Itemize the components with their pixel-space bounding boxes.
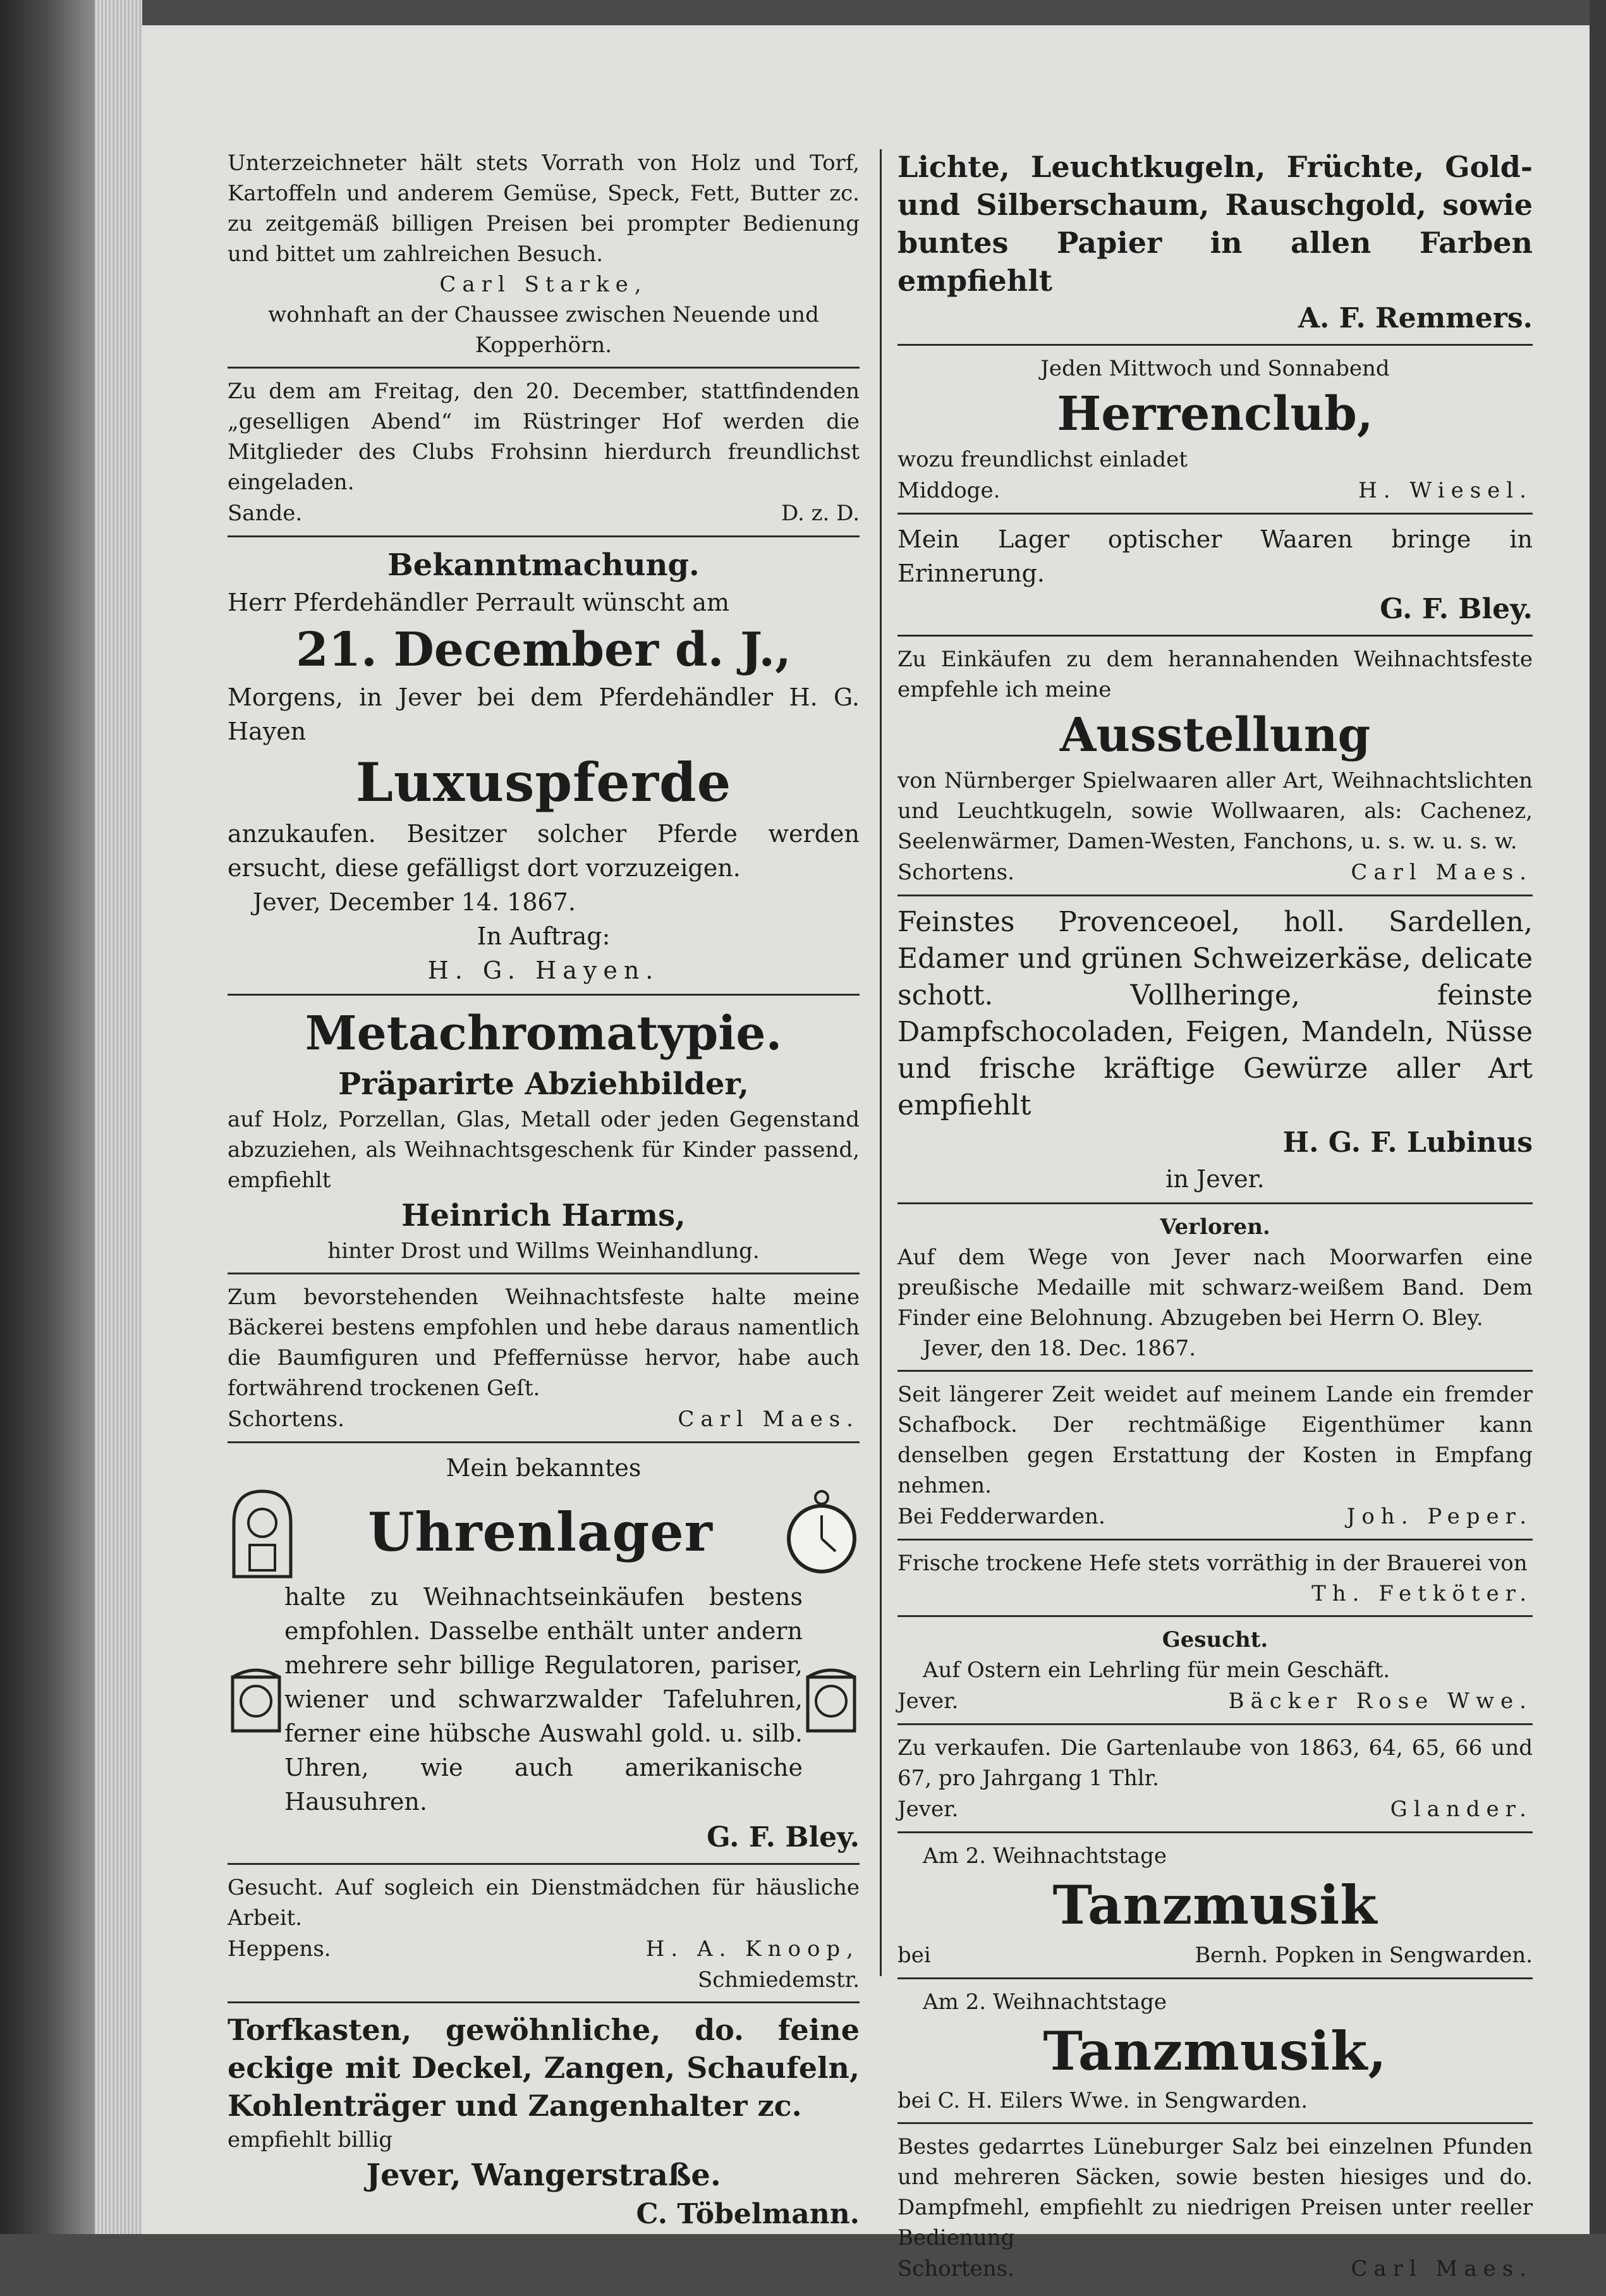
book-binding [0,0,95,2234]
ad-text: Auf dem Wege von Jever nach Moorwarfen eine preußische Medaille mit schwarz-weißem Band. Dem Finder eine Belohnung. Abzugeben bei Herrn O. Bley. [897,1245,1533,1331]
ad-place: Schortens. [228,1407,344,1432]
ad-signature: Joh. Peper. [1346,1504,1533,1529]
ad-signature: Carl Maes. [1351,2256,1533,2281]
ad-text: Zum bevorstehenden Weihnachtsfeste halte meine Bäckerei bestens empfohlen und hebe daraus namentlich die Baumfiguren und Pfeffernüsse hervor, habe auch fortwährend trockenen Geſt. [228,1285,860,1401]
ad-display-headline: Uhrenlager [368,1501,713,1563]
ad-title: Gesucht. [1162,1627,1268,1652]
ad-footer [228,498,860,529]
page-edges [95,0,142,2234]
ad-address: hinter Drost und Willms Weinhandlung. [327,1238,760,1264]
ad-intro: Jeden Mittwoch und Sonnabend [1040,356,1390,381]
ad-place: Jever, December 14. 1867. [253,888,576,916]
ad-address: wohnhaft an der Chaussee zwischen Neuende und Kopperhörn. [268,302,819,358]
ad-text: Torfkasten, gewöhnliche, do. feine eckige mit Deckel, Zangen, Schaufeln, Kohlenträger und Zangenhalter zc. [228,2013,860,2123]
ad-tanzmusik-popken [897,1838,1533,1979]
ad-title: Verloren. [1160,1214,1270,1240]
ad-intro: Mein bekanntes [446,1454,642,1482]
ad-display-headline: Metachromatypie. [305,1006,782,1061]
ad-remmers [897,145,1533,346]
ad-date: Jever, den 18. Dec. 1867. [923,1336,1196,1361]
ad-place: Schortens. [897,860,1014,885]
ad-text: Zu dem am Freitag, den 20. December, stattfindenden „geselligen Abend“ im Rüstringer Hof werden die Mitglieder des Clubs Frohsinn hierdurch freundlichst eingeladen. [228,379,860,495]
ad-small: empfiehlt billig [228,2127,393,2152]
ad-text: Seit längerer Zeit weidet auf meinem Lande ein fremder Schafbock. Der rechtmäßige Eigenthümer kann denselben gegen Erstattung der Kosten in Empfang nehmen. [897,1382,1533,1498]
ad-signature: D. z. D. [781,501,860,526]
ad-text: Herr Pferdehändler Perrault wünscht am [228,589,730,616]
ad-display-headline: Luxuspferde [355,751,732,814]
ad-place: Bei Fedderwarden. [897,1504,1105,1529]
ad-optik [897,520,1533,637]
ad-display-headline: Tanzmusik [1052,1874,1378,1936]
ad-place: Jever. [897,1688,959,1714]
scan-border [1590,0,1606,2234]
ad-dienstmaedchen [228,1870,860,2003]
ad-text: Morgens, in Jever bei dem Pferdehändler H. G. Hayen [228,683,860,745]
ad-footer [897,475,1533,506]
ad-text: Mein Lager optischer Waaren bringe in Erinnerung. [897,525,1533,587]
ad-signature: Th. Fetköter. [1311,1581,1533,1606]
ad-geselliger-abend [228,374,860,537]
ad-signature: H. A. Knoop, [645,1936,860,1962]
ad-bekanntmachung [228,542,860,996]
pocket-watch-icon [784,1485,860,1580]
ad-footer [897,1793,1533,1825]
ad-signature: C. Töbelmann. [636,2198,860,2230]
ad-display-headline: Herrenclub, [1057,387,1373,441]
ad-herrenclub [897,351,1533,515]
ad-baeckerei [228,1279,860,1443]
ad-text: Zu verkaufen. Die Gartenlaube von 1863, 64, 65, 66 und 67, pro Jahrgang 1 Thlr. [897,1735,1533,1791]
ad-signature: Bäcker Rose Wwe. [1228,1688,1533,1714]
ad-footer [228,1933,860,1965]
right-column [897,145,1533,2296]
ad-verloren [897,1209,1533,1372]
ad-place: Jever, Wangerstraße. [366,2158,721,2193]
ad-date: 21. December d. J., [296,623,791,677]
ad-tanzmusik-eilers [897,1984,1533,2124]
ad-signature: Glander. [1390,1797,1533,1822]
ad-signature: Carl Maes. [678,1407,860,1432]
ad-text: halte zu Weihnachtseinkäufen bestens empfohlen. Dasselbe enthält unter andern mehrere sehr billige Regulatoren, pariser, wiener und schwarzwalder Tafeluhren, ferner eine hübsche Auswahl gold. u. silb. Uhren, wie auch amerikanische Hausuhren. [284,1583,803,1816]
ad-display-headline: Tanzmusik, [1043,2020,1387,2082]
ad-lubinus [897,901,1533,1204]
ad-footer [897,2253,1533,2285]
ad-text: Gesucht. Auf sogleich ein Dienstmädchen für häusliche Arbeit. [228,1875,860,1931]
ad-footer [897,857,1533,888]
ad-footer [228,1403,860,1435]
ad-place: Middoge. [897,478,1001,503]
ad-signature: H. Wiesel. [1358,478,1533,503]
ad-place: in Jever. [1165,1165,1265,1193]
ad-clock-row [228,1485,860,1580]
ad-text: Auf Ostern ein Lehrling für mein Geschäft. [923,1658,1390,1683]
ad-signature: Carl Maes. [1351,860,1533,885]
ad-toebelmann [228,2008,860,2240]
ad-footer [897,1685,1533,1717]
ad-text: von Nürnberger Spielwaaren aller Art, Weihnachtslichten und Leuchtkugeln, sowie Wollwaaren, als: Cachenez, Seelenwärmer, Damen-Westen, Fanchons, u. s. w. u. s. w. [897,768,1533,854]
ad-signature: Heinrich Harms, [401,1198,686,1233]
ad-starke [228,145,860,369]
ad-uhrenlager [228,1448,860,1865]
ad-signature: H. G. F. Lubinus [1282,1127,1533,1159]
ad-hefe [897,1546,1533,1617]
ad-title: Bekanntmachung. [387,547,700,583]
ad-footer [897,1501,1533,1532]
ad-signature: H. G. Hayen. [427,956,660,984]
table-clock-icon [803,1664,860,1734]
ad-host: Bernh. Popken in Sengwarden. [1195,1943,1533,1968]
ad-intro: Am 2. Weihnachtstage [923,1989,1167,2015]
mantel-clock-icon [228,1485,297,1580]
ad-text: Bestes gedarrtes Lüneburger Salz bei einzelnen Pfunden und mehreren Säcken, sowie besten hiesiges und do. Dampfmehl, empfiehlt zu niedrigen Preisen unter reeller Bedienung [897,2134,1533,2250]
ad-gartenlaube [897,1730,1533,1833]
ad-footer [897,1939,1533,1971]
ad-display-headline: Ausstellung [1059,708,1371,762]
ad-schafbock [897,1377,1533,1541]
table-clock-icon [228,1664,284,1734]
ad-text: anzukaufen. Besitzer solcher Pferde werden ersucht, diese gefälligst dort vorzuzeigen. [228,820,860,882]
ad-job: Schmiedemstr. [697,1967,860,1993]
ad-auftrag: In Auftrag: [477,922,611,950]
ad-place: Jever. [897,1797,959,1822]
column-divider [880,149,882,1976]
left-column [228,145,860,2245]
ad-text: Frische trockene Hefe stets vorräthig in der Brauerei von [897,1551,1528,1576]
ad-signature: A. F. Remmers. [1298,302,1533,334]
ad-place: Heppens. [228,1936,331,1962]
ad-intro: Zu Einkäufen zu dem herannahenden Weihnachtsfeste empfehle ich meine [897,647,1533,702]
ad-signature: Carl Starke, [439,272,648,297]
ad-place: Sande. [228,501,303,526]
ad-text: Feinstes Provenceoel, holl. Sardellen, Edamer und grünen Schweizerkäse, delicate schott. Vollheringe, feinste Dampfschocoladen, Feigen, Mandeln, Nüsse und frische kräftige Gewürze aller Art empfiehlt [897,906,1533,1121]
ad-body-row [228,1580,860,1819]
ad-ausstellung [897,642,1533,896]
ad-host: bei C. H. Eilers Wwe. in Sengwarden. [897,2088,1308,2113]
ad-intro: Am 2. Weihnachtstage [923,1843,1167,1869]
ad-text: Unterzeichneter hält stets Vorrath von Holz und Torf, Kartoffeln und anderem Gemüse, Speck, Fett, Butter zc. zu zeitgemäß billigen Preisen bei prompter Bedienung und bittet um zahlreichen Besuch. [228,150,860,267]
ad-text: wozu freundlichst einladet [897,447,1188,472]
ad-text: auf Holz, Porzellan, Glas, Metall oder jeden Gegenstand abzuziehen, als Weihnachtsgeschenk für Kinder passend, empfiehlt [228,1107,860,1193]
ad-subtitle: Präparirte Abziehbilder, [338,1066,749,1102]
ad-bei: bei [897,1943,931,1968]
ad-text: Lichte, Leuchtkugeln, Früchte, Gold- und Silberschaum, Rauschgold, sowie buntes Papier in allen Farben empfiehlt [897,150,1533,298]
ad-signature: G. F. Bley. [707,1821,860,1853]
ad-salz [897,2129,1533,2291]
ad-harms [228,1001,860,1274]
ad-lehrling [897,1622,1533,1725]
ad-place: Schortens. [897,2256,1014,2281]
ad-signature: G. F. Bley. [1380,593,1533,625]
